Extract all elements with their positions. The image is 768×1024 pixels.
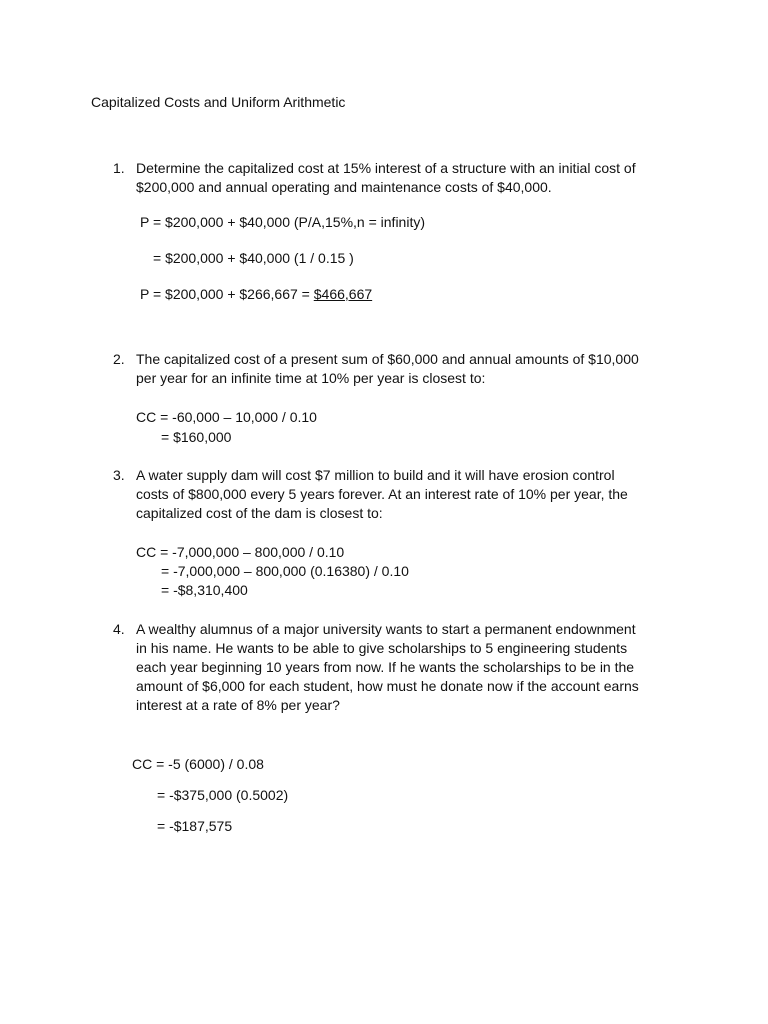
question-text: A water supply dam will cost $7 million to build and it will have erosion control costs of $800,000 every 5 years forever. At an interest rate of 10% per year, the capitalized cost of the dam is closest to: <box>136 467 628 521</box>
solution-line: CC = -60,000 – 10,000 / 0.10 <box>136 409 317 425</box>
question-2 <box>113 350 693 388</box>
question-text: Determine the capitalized cost at 15% interest of a structure with an initial cost of $200,000 and annual operating and maintenance costs of $40,000. <box>136 160 636 195</box>
question-1 <box>113 159 693 197</box>
question-number: 1. <box>113 160 125 176</box>
solution-line: CC = -7,000,000 – 800,000 / 0.10 <box>136 544 345 560</box>
solution-line: = $200,000 + $40,000 (1 / 0.15 ) <box>153 250 354 266</box>
solution-line: P = $200,000 + $40,000 (P/A,15%,n = infinity) <box>140 214 425 230</box>
question-3 <box>113 466 693 523</box>
document-title: Capitalized Costs and Uniform Arithmetic <box>91 94 346 110</box>
solution-line: CC = -5 (6000) / 0.08 <box>132 756 264 772</box>
solution-line: = $160,000 <box>161 429 232 445</box>
solution-line: = -7,000,000 – 800,000 (0.16380) / 0.10 <box>161 563 409 579</box>
question-text: A wealthy alumnus of a major university wants to start a permanent endownment in his name. He wants to be able to give scholarships to 5 engineering students each year beginning 10 years from now. If he wants the scholarships to be in the amount of $6,000 for each student, how must he donate now if the account earns interest at a rate of 8% per year? <box>136 621 639 713</box>
solution-line: = -$8,310,400 <box>161 582 248 598</box>
solution-line: = -$375,000 (0.5002) <box>157 787 289 803</box>
question-number: 2. <box>113 351 125 367</box>
question-number: 3. <box>113 467 125 483</box>
final-answer: $466,667 <box>313 286 373 302</box>
solution-line: = -$187,575 <box>157 818 233 834</box>
solution-line: P = $200,000 + $266,667 = $466,667 <box>140 286 373 302</box>
question-4 <box>113 620 693 715</box>
question-text: The capitalized cost of a present sum of $60,000 and annual amounts of $10,000 per year for an infinite time at 10% per year is closest to: <box>136 351 639 386</box>
question-number: 4. <box>113 621 125 637</box>
